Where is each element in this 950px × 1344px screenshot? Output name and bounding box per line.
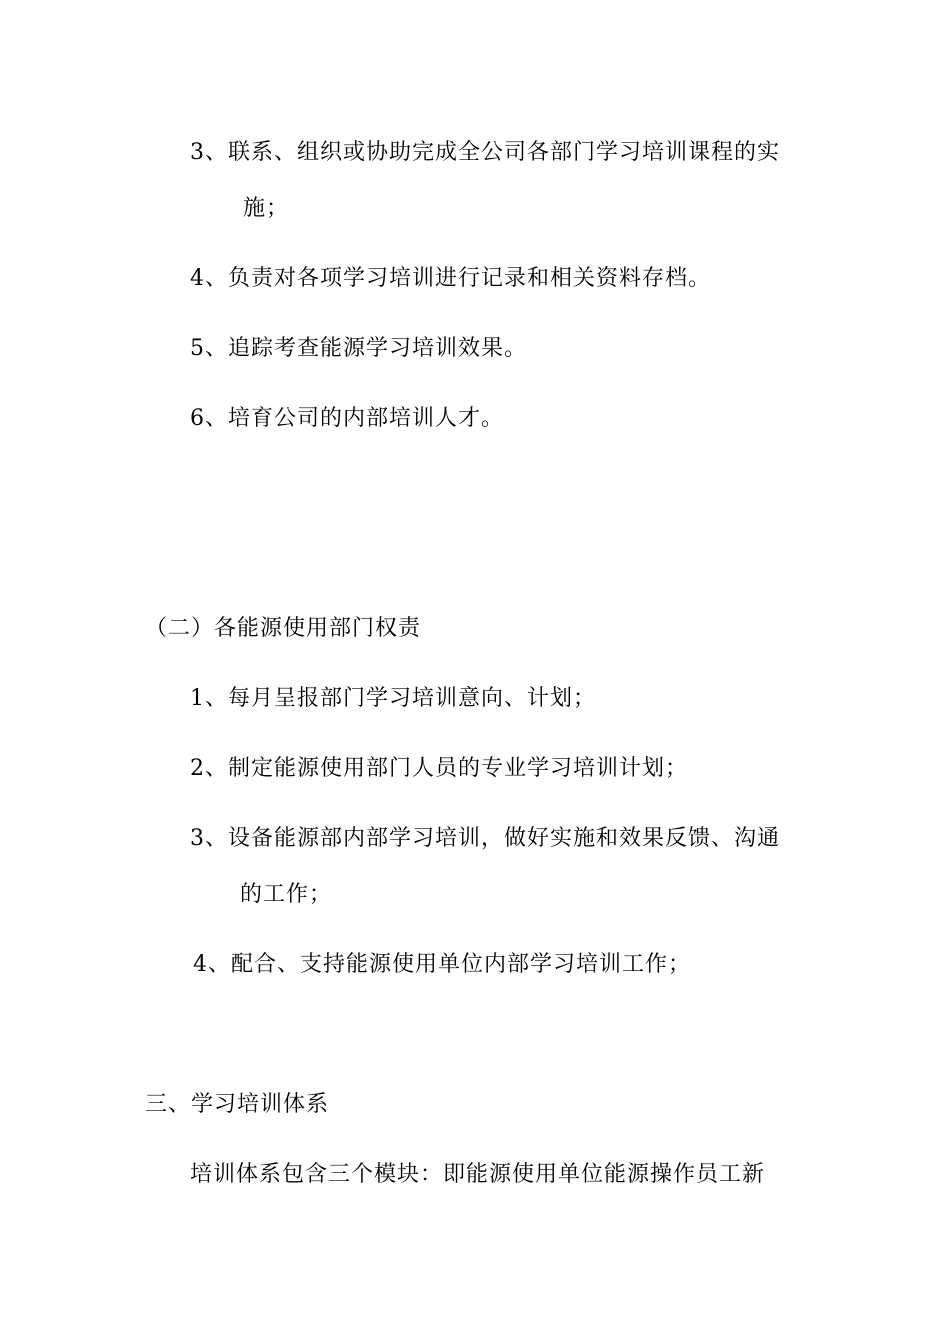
list-item: 4、配合、支持能源使用单位内部学习培训工作；: [193, 952, 691, 977]
section-heading: （二）各能源使用部门权责: [145, 616, 422, 641]
list-item: 6、培育公司的内部培训人才。: [190, 406, 504, 431]
paragraph: 培训体系包含三个模块：即能源使用单位能源操作员工新: [190, 1162, 766, 1187]
list-item: 4、负责对各项学习培训进行记录和相关资料存档。: [190, 266, 711, 291]
list-item-continuation: 的工作；: [240, 882, 333, 907]
list-item: 5、追踪考查能源学习培训效果。: [190, 336, 527, 361]
list-item: 2、制定能源使用部门人员的专业学习培训计划；: [190, 756, 688, 781]
list-item: 3、设备能源部内部学习培训，做好实施和效果反馈、沟通: [190, 826, 780, 851]
section-heading: 三、学习培训体系: [145, 1092, 330, 1117]
list-item: 3、联系、组织或协助完成全公司各部门学习培训课程的实: [190, 140, 780, 165]
list-item-continuation: 施；: [243, 196, 290, 221]
list-item: 1、每月呈报部门学习培训意向、计划；: [190, 686, 596, 711]
